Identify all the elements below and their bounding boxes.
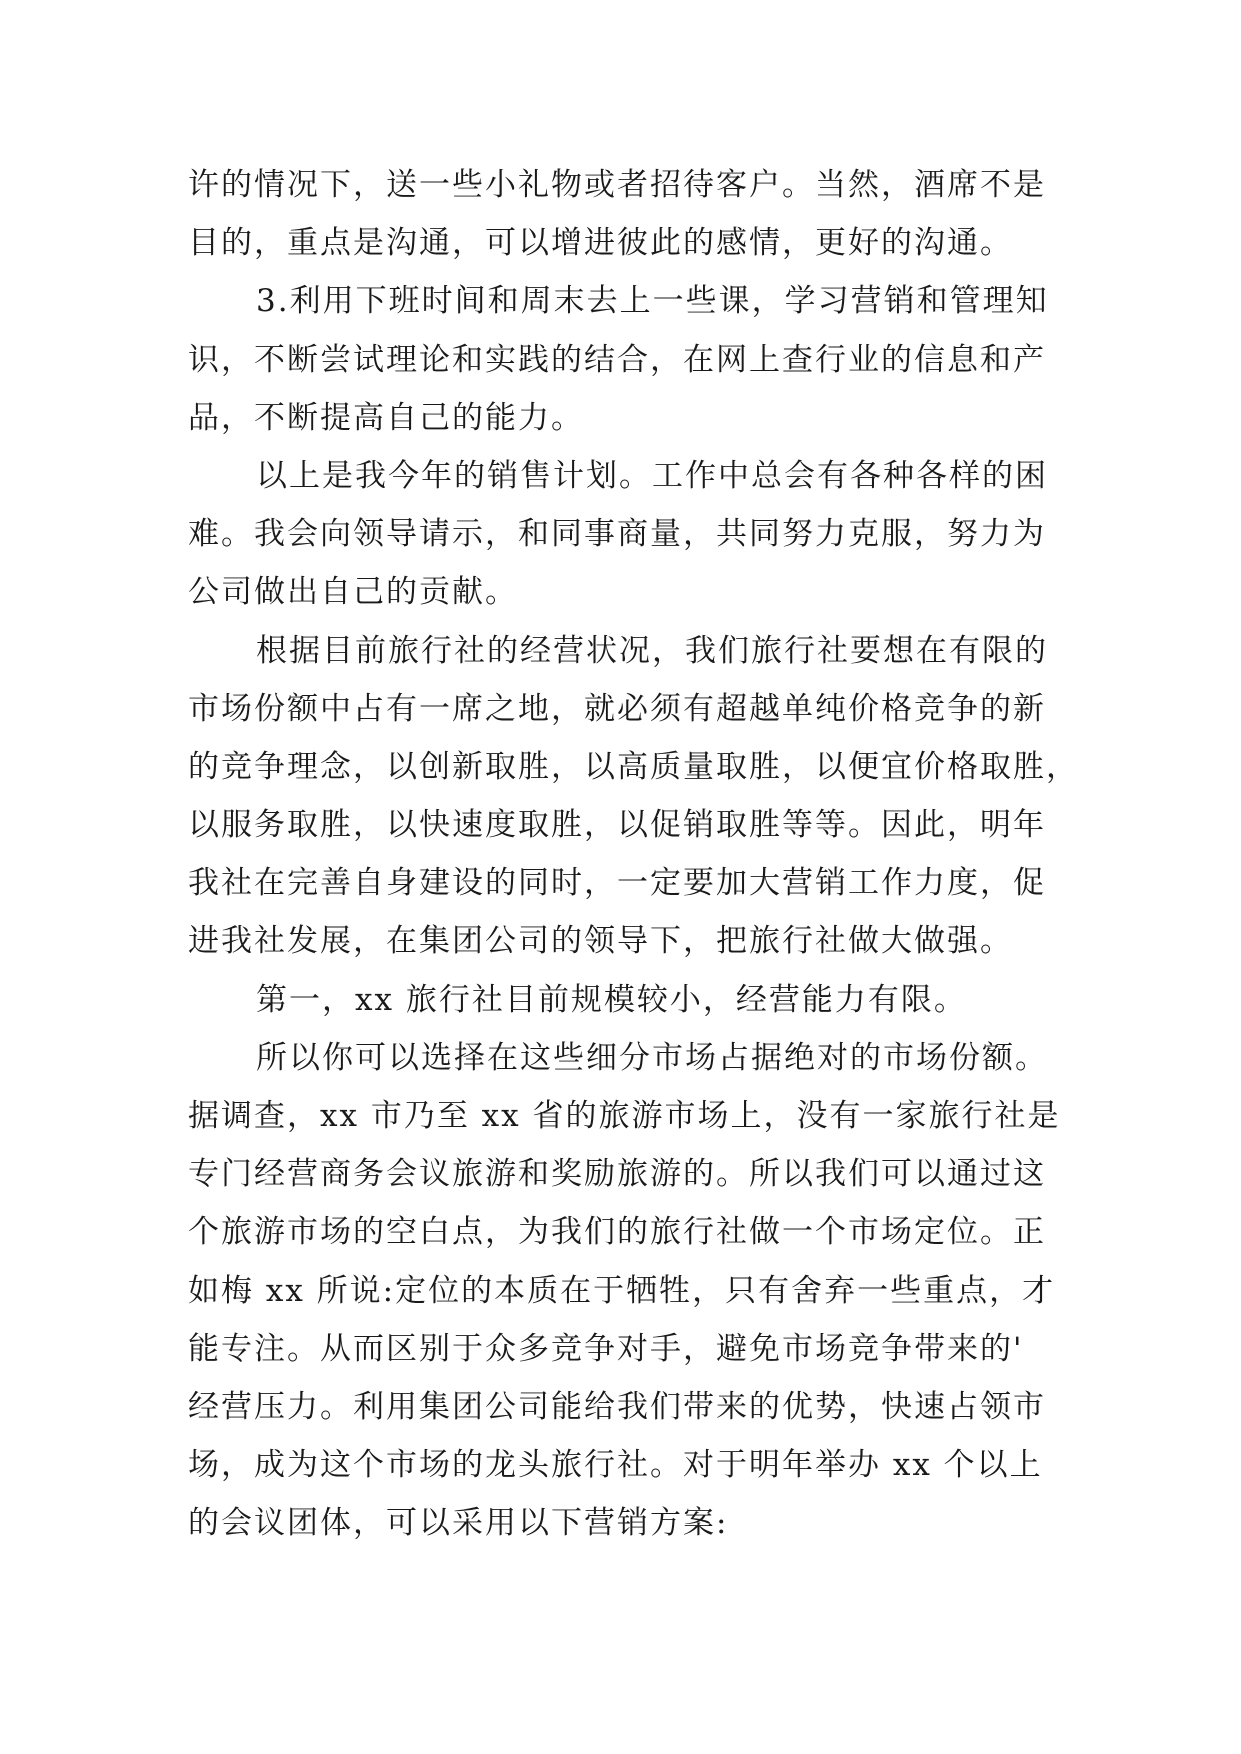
body-text xyxy=(188,156,1079,1553)
text-line: 根据目前旅行社的经营状况，我们旅行社要想在有限的 xyxy=(256,632,1048,669)
text-line: 据调查，xx 市乃至 xx 省的旅游市场上，没有一家旅行社是 xyxy=(188,1098,1061,1134)
text-line: 专门经营商务会议旅游和奖励旅游的。所以我们可以通过这 xyxy=(188,1156,1046,1193)
text-line: 第一，xx 旅行社目前规模较小，经营能力有限。 xyxy=(256,981,967,1018)
text-line: 许的情况下，送一些小礼物或者招待客户。当然，酒席不是 xyxy=(188,167,1046,203)
text-line: 的会议团体，可以采用以下营销方案: xyxy=(188,1505,729,1542)
text-line: 经营压力。利用集团公司能给我们带来的优势，快速占领市 xyxy=(188,1388,1046,1425)
text-line: 市场份额中占有一席之地，就必须有超越单纯价格竞争的新 xyxy=(188,690,1046,727)
text-line: 场，成为这个市场的龙头旅行社。对于明年举办 xx 个以上 xyxy=(188,1447,1043,1484)
text-line: 公司做出自己的贡献。 xyxy=(188,574,518,611)
text-line: 所以你可以选择在这些细分市场占据绝对的市场份额。 xyxy=(256,1039,1048,1076)
text-line: 以服务取胜，以快速度取胜，以促销取胜等等。因此，明年 xyxy=(188,807,1046,844)
text-line: 我社在完善自身建设的同时，一定要加大营销工作力度，促 xyxy=(188,865,1046,902)
text-line: 难。我会向领导请示，和同事商量，共同努力克服，努力为 xyxy=(188,516,1046,553)
text-line: 以上是我今年的销售计划。工作中总会有各种各样的困 xyxy=(256,457,1048,494)
text-line: 个旅游市场的空白点，为我们的旅行社做一个市场定位。正 xyxy=(188,1214,1046,1251)
text-line: 目的，重点是沟通，可以增进彼此的感情，更好的沟通。 xyxy=(188,225,1013,262)
text-line: 进我社发展，在集团公司的领导下，把旅行社做大做强。 xyxy=(188,923,1013,960)
text-line: 识，不断尝试理论和实践的结合，在网上查行业的信息和产 xyxy=(188,341,1046,378)
text-line: 3.利用下班时间和周末去上一些课，学习营销和管理知 xyxy=(256,283,1049,320)
text-line: 如梅 xx 所说:定位的本质在于牺牲，只有舍弃一些重点，才 xyxy=(188,1272,1056,1309)
text-line: 品，不断提高自己的能力。 xyxy=(188,399,584,436)
text-line: 能专注。从而区别于众多竞争对手，避免市场竞争带来的' xyxy=(188,1330,1024,1367)
text-line: 的竞争理念，以创新取胜，以高质量取胜，以便宜价格取胜， xyxy=(188,748,1079,785)
